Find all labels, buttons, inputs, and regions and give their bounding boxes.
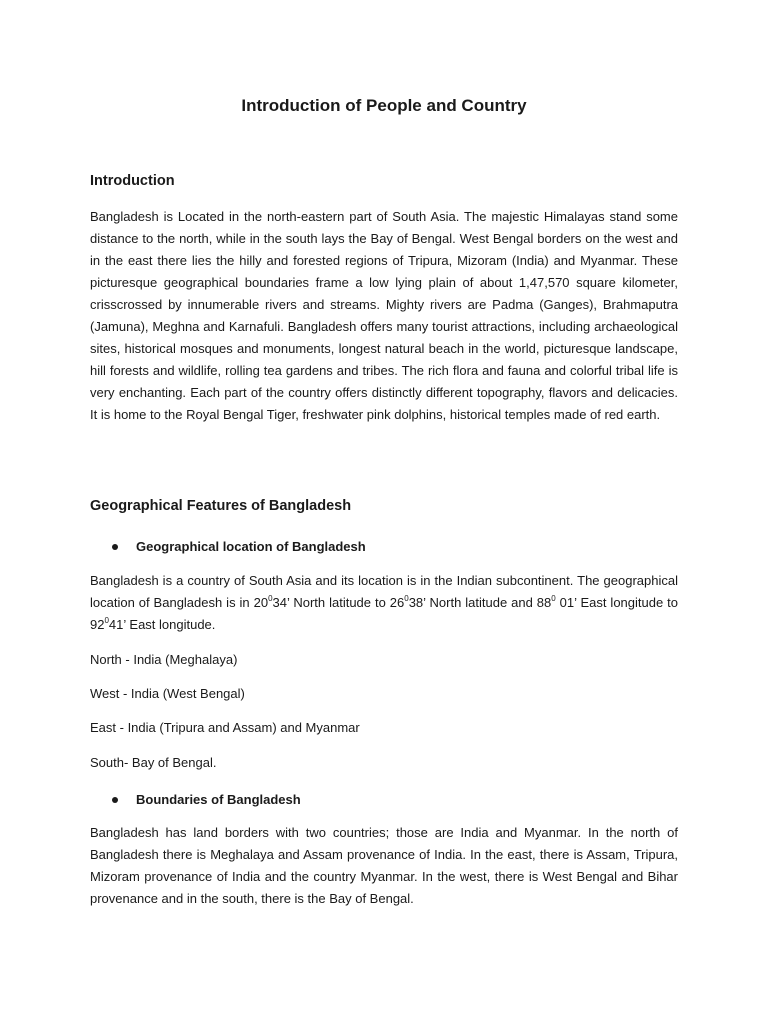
neighbor-east: East - India (Tripura and Assam) and Myanmar	[90, 720, 360, 735]
introduction-paragraph: Bangladesh is Located in the north-eastern part of South Asia. The majestic Himalayas stand some distance to the north, while in the south lays the Bay of Bengal. West Bengal borders on the west and in the east there lies the hilly and forested regions of Tripura, Mizoram (India) and Myanmar. These picturesque geographical boundaries frame a low lying plain of about 1,47,570 square kilometer, crisscrossed by innumerable rivers and streams. Mighty rivers are Padma (Ganges), Brahmaputra (Jamuna), Meghna and Karnafuli. Bangladesh offers many tourist attractions, including archaeological sites, historical mosques and monuments, longest natural beach in the world, picturesque landscape, hill forests and wildlife, rolling tea gardens and tribes. The rich flora and fauna and colorful tribal life is very enchanting. Each part of the country offers distinctly different topography, flavors and delicacies. It is home to the Royal Bengal Tiger, freshwater pink dolphins, historical temples made of red earth.	[90, 209, 678, 422]
location-text-part: 41’ East longitude.	[108, 617, 216, 632]
location-text-part: 34’ North latitude to 26	[272, 595, 405, 610]
location-text-part: 38’ North latitude and 88	[408, 595, 552, 610]
degree-superscript: 0	[268, 594, 273, 603]
bullet-boundaries	[112, 790, 301, 810]
location-text-part: Bangladesh is a country of South Asia and its location is in the Indian subcontinent. The geographical location of Bangladesh is in 20	[90, 573, 678, 610]
degree-superscript: 0	[551, 594, 556, 603]
neighbor-south: South- Bay of Bengal.	[90, 755, 217, 770]
bullet-label: Geographical location of Bangladesh	[136, 539, 366, 554]
introduction-heading: Introduction	[90, 173, 175, 189]
degree-superscript: 0	[404, 594, 409, 603]
bullet-label: Boundaries of Bangladesh	[136, 792, 301, 807]
document-title: Introduction of People and Country	[241, 96, 527, 115]
bullet-icon	[112, 544, 118, 550]
bullet-geographical-location	[112, 537, 366, 557]
neighbor-west: West - India (West Bengal)	[90, 686, 245, 701]
bullet-icon	[112, 797, 118, 803]
neighbor-north: North - India (Meghalaya)	[90, 652, 238, 667]
boundaries-paragraph: Bangladesh has land borders with two countries; those are India and Myanmar. In the north of Bangladesh there is Meghalaya and Assam provenance of India. In the east, there is Assam, Tripura, Mizoram provenance of India and the country Myanmar. In the west, there is West Bengal and Bihar provenance and in the south, there is the Bay of Bengal.	[90, 825, 678, 906]
location-paragraph	[90, 570, 678, 636]
degree-superscript: 0	[104, 616, 109, 625]
geographical-features-heading: Geographical Features of Bangladesh	[90, 498, 352, 514]
location-text-part: 01’ East longitude to 92	[90, 595, 678, 632]
